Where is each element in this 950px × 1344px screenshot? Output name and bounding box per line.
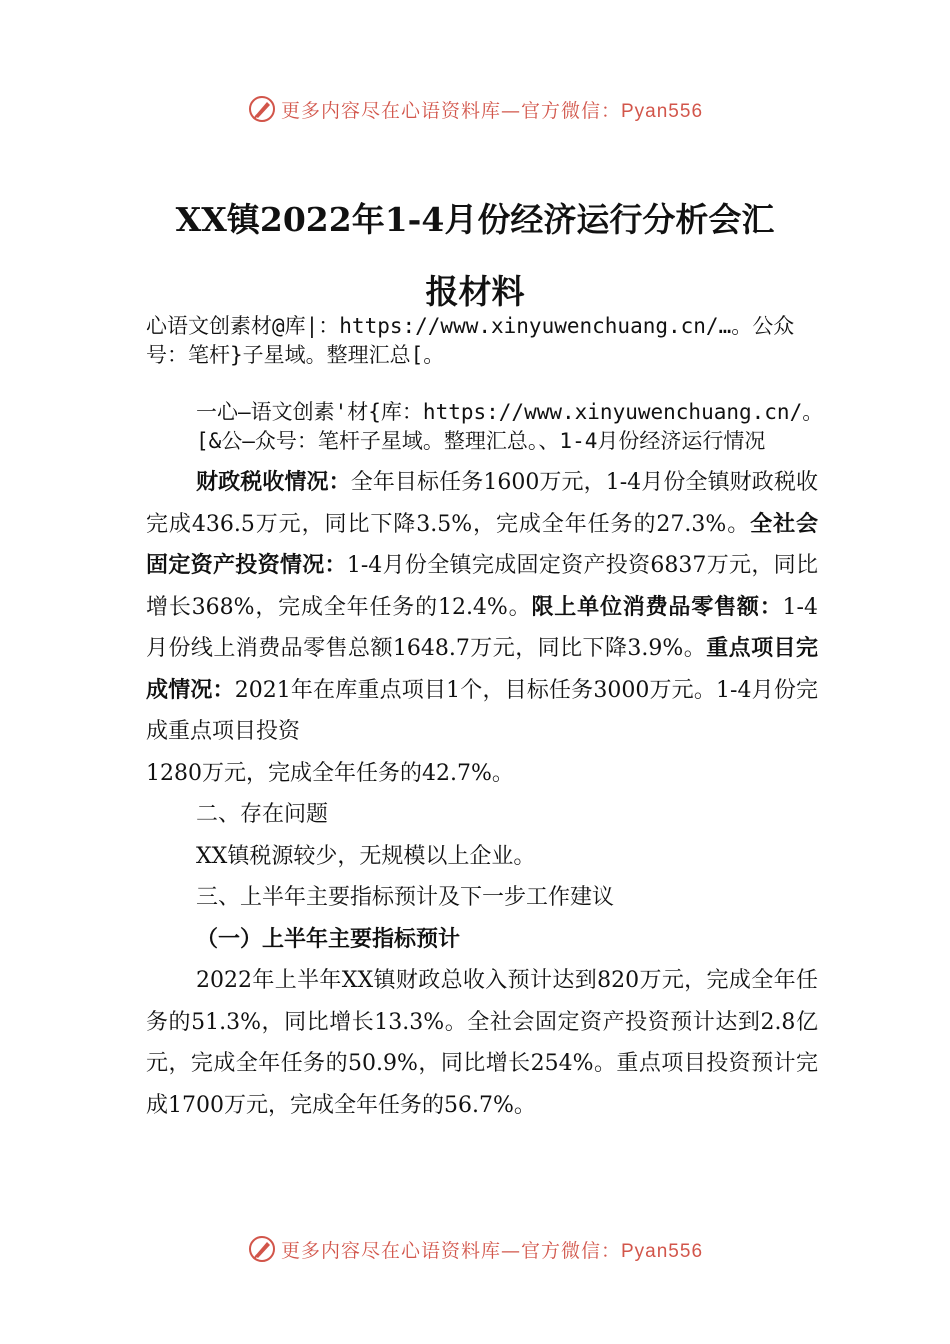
subsection-1-heading: （一）上半年主要指标预计 — [196, 925, 461, 952]
fiscal-label: 财政税收情况： — [196, 469, 351, 495]
quill-logo-icon — [247, 1234, 277, 1264]
invest-label: 全社会固定资产投资情况： — [146, 510, 818, 578]
watermark-footer — [0, 1234, 950, 1264]
section-1-heading: 一心—语文创素'材{库：https://www.xinyuwenchuang.cn/。[&公—众号：笔杆子星域。整理汇总。、1-4月份经济运行情况 — [196, 400, 824, 453]
title-line-2: 报材料 — [425, 272, 525, 311]
project-text: 2021年在库重点项目1个，目标任务3000万元。1-4月份完成重点项目投资 — [146, 677, 818, 744]
subsection-1-text: 2022年上半年XX镇财政总收入预计达到820万元，完成全年任务的51.3%，同比增长13.3%。全社会固定资产投资预计达到2.8亿元，完成全年任务的50.9%，同比增长254%。重点项目投资预计完成1700万元，完成全年任务的56.7%。 — [146, 968, 818, 1118]
quill-logo-icon — [247, 94, 277, 124]
watermark-text: 更多内容尽在心语资料库—官方微信：Pyan556 — [280, 99, 704, 122]
source-note: 心语文创素材@库|：https://www.xinyuwenchuang.cn/…。公众号：笔杆}子星域。整理汇总[。 — [146, 314, 795, 367]
watermark-header — [0, 94, 950, 124]
section-2-heading: 二、存在问题 — [196, 802, 329, 827]
fiscal-text: 全年目标任务1600万元，1-4月份全镇财政税收完成436.5万元，同比下降3.5%，完成全年任务的27.3%。 — [146, 470, 818, 537]
section-2-text: XX镇税源较少，无规模以上企业。 — [196, 843, 536, 869]
document-title — [0, 184, 950, 328]
section-3-heading: 三、上半年主要指标预计及下一步工作建议 — [196, 885, 615, 910]
watermark-text: 更多内容尽在心语资料库—官方微信：Pyan556 — [280, 1239, 704, 1262]
project-tail: 1280万元，完成全年任务的42.7%。 — [146, 760, 514, 786]
invest-text: 1-4月份全镇完成固定资产投资6837万元，同比增长368%，完成全年任务的12.4%。 — [146, 553, 818, 620]
title-line-1: XX镇2022年1-4月份经济运行分析会汇 — [175, 200, 775, 239]
retail-label: 限上单位消费品零售额： — [531, 593, 783, 620]
document-body — [146, 312, 824, 1126]
retail-text: 1-4月份线上消费品零售总额1648.7万元，同比下降3.9%。 — [146, 594, 818, 661]
section-1-paragraph — [146, 462, 818, 753]
project-label: 重点项目完成情况： — [146, 635, 818, 703]
